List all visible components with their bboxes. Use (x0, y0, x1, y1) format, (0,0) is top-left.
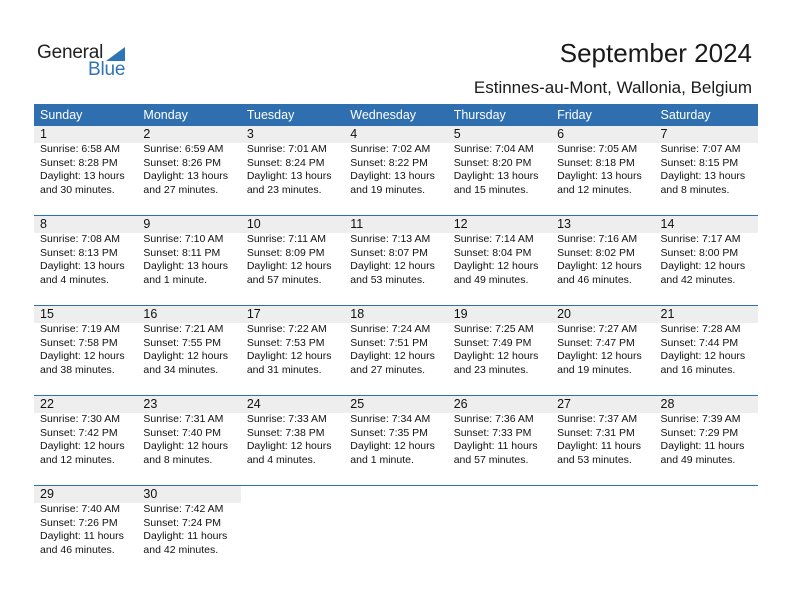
calendar-week-row (34, 306, 758, 396)
daylight-minutes: and 19 minutes. (350, 183, 425, 196)
day-cell (34, 306, 137, 396)
sunrise-time: Sunrise: 7:05 AM (557, 143, 638, 155)
sunset-time: Sunset: 8:28 PM (40, 156, 118, 169)
daylight-hours: Daylight: 12 hours (557, 350, 642, 362)
day-info (551, 143, 654, 197)
day-info (241, 323, 344, 377)
day-number: 16 (137, 306, 240, 323)
weekday-header: Wednesday (350, 108, 417, 122)
day-number: 10 (241, 216, 344, 233)
empty-day-cell (551, 486, 654, 576)
day-info (34, 233, 137, 287)
day-info (551, 323, 654, 377)
day-number: 24 (241, 396, 344, 413)
sunset-time: Sunset: 7:24 PM (143, 516, 222, 529)
sunrise-time: Sunrise: 7:01 AM (246, 143, 327, 155)
daylight-hours: Daylight: 12 hours (40, 440, 125, 452)
sunset-time: Sunset: 8:15 PM (660, 156, 739, 169)
daylight-hours: Daylight: 13 hours (660, 170, 746, 182)
day-cell (551, 216, 654, 306)
day-cell (137, 486, 240, 576)
daylight-hours: Daylight: 12 hours (143, 440, 229, 452)
day-info (344, 143, 447, 197)
day-cell (34, 486, 137, 576)
sunrise-time: Sunrise: 7:02 AM (350, 143, 431, 155)
daylight-minutes: and 31 minutes. (246, 363, 322, 376)
sunset-time: Sunset: 7:33 PM (453, 426, 532, 439)
day-info (448, 413, 551, 467)
sunset-time: Sunset: 7:49 PM (453, 336, 532, 349)
daylight-minutes: and 30 minutes. (40, 183, 115, 196)
sunset-time: Sunset: 8:22 PM (350, 156, 428, 169)
sunrise-time: Sunrise: 7:42 AM (143, 503, 224, 515)
day-info (448, 233, 551, 287)
sunset-time: Sunset: 7:38 PM (246, 426, 325, 439)
sunrise-time: Sunrise: 7:10 AM (143, 233, 224, 245)
day-info (344, 413, 447, 467)
day-number: 17 (241, 306, 344, 323)
sunrise-time: Sunrise: 7:40 AM (40, 503, 120, 515)
day-cell (137, 306, 240, 396)
daylight-minutes: and 23 minutes. (453, 363, 529, 376)
day-info (241, 143, 344, 197)
day-info (241, 233, 344, 287)
daylight-hours: Daylight: 11 hours (453, 440, 538, 452)
day-number: 4 (344, 126, 447, 143)
day-number: 22 (34, 396, 137, 413)
weekday-header: Thursday (453, 108, 506, 122)
day-cell (34, 396, 137, 486)
sunset-time: Sunset: 7:42 PM (40, 426, 118, 439)
sunrise-time: Sunrise: 6:58 AM (40, 143, 120, 155)
daylight-hours: Daylight: 12 hours (246, 350, 332, 362)
daylight-minutes: and 53 minutes. (557, 453, 632, 466)
day-number: 25 (344, 396, 447, 413)
day-number: 6 (551, 126, 654, 143)
daylight-hours: Daylight: 12 hours (350, 440, 435, 452)
sunrise-time: Sunrise: 7:08 AM (40, 233, 120, 245)
daylight-minutes: and 12 minutes. (557, 183, 632, 196)
daylight-minutes: and 1 minute. (350, 453, 414, 466)
day-info (34, 143, 137, 197)
sunrise-time: Sunrise: 7:17 AM (660, 233, 741, 245)
day-cell (448, 306, 551, 396)
calendar-week-row (34, 216, 758, 306)
sunset-time: Sunset: 8:11 PM (143, 246, 221, 259)
daylight-minutes: and 12 minutes. (40, 453, 115, 466)
day-info (241, 413, 344, 467)
sunset-time: Sunset: 7:53 PM (246, 336, 325, 349)
daylight-hours: Daylight: 12 hours (557, 260, 642, 272)
day-cell (448, 216, 551, 306)
day-info (551, 233, 654, 287)
daylight-minutes: and 46 minutes. (557, 273, 632, 286)
day-number: 28 (655, 396, 758, 413)
sunset-time: Sunset: 8:13 PM (40, 246, 118, 259)
daylight-minutes: and 1 minute. (143, 273, 208, 286)
daylight-minutes: and 53 minutes. (350, 273, 425, 286)
sunset-time: Sunset: 8:18 PM (557, 156, 635, 169)
daylight-hours: Daylight: 12 hours (660, 260, 746, 272)
sunset-time: Sunset: 8:00 PM (660, 246, 739, 259)
daylight-minutes: and 49 minutes. (660, 453, 736, 466)
daylight-hours: Daylight: 12 hours (453, 350, 539, 362)
day-cell (241, 216, 344, 306)
empty-day-cell (448, 486, 551, 576)
daylight-minutes: and 57 minutes. (246, 273, 322, 286)
daylight-minutes: and 42 minutes. (660, 273, 736, 286)
day-number: 1 (34, 126, 137, 143)
sunset-time: Sunset: 7:40 PM (143, 426, 222, 439)
weekday-header: Sunday (40, 108, 83, 122)
sunrise-time: Sunrise: 7:24 AM (350, 323, 431, 335)
daylight-hours: Daylight: 13 hours (350, 170, 435, 182)
sunrise-time: Sunrise: 7:21 AM (143, 323, 224, 335)
sunset-time: Sunset: 7:47 PM (557, 336, 635, 349)
day-number: 14 (655, 216, 758, 233)
daylight-hours: Daylight: 12 hours (453, 260, 539, 272)
sunset-time: Sunset: 8:20 PM (453, 156, 532, 169)
day-info (344, 323, 447, 377)
day-info (137, 503, 240, 557)
daylight-hours: Daylight: 13 hours (246, 170, 332, 182)
day-number: 23 (137, 396, 240, 413)
day-info (137, 143, 240, 197)
day-number: 3 (241, 126, 344, 143)
weekday-header: Tuesday (246, 108, 295, 122)
daylight-minutes: and 27 minutes. (350, 363, 425, 376)
weekday-header: Monday (143, 108, 188, 122)
daylight-hours: Daylight: 12 hours (350, 260, 435, 272)
day-number: 11 (344, 216, 447, 233)
daylight-hours: Daylight: 12 hours (246, 440, 332, 452)
daylight-hours: Daylight: 13 hours (143, 170, 229, 182)
day-cell (551, 126, 654, 216)
day-number: 9 (137, 216, 240, 233)
daylight-hours: Daylight: 11 hours (557, 440, 641, 452)
daylight-hours: Daylight: 11 hours (660, 440, 745, 452)
day-cell (448, 126, 551, 216)
empty-day-cell (655, 486, 758, 576)
day-cell (655, 306, 758, 396)
day-number: 29 (34, 486, 137, 503)
day-number: 2 (137, 126, 240, 143)
sunset-time: Sunset: 7:35 PM (350, 426, 428, 439)
daylight-minutes: and 46 minutes. (40, 543, 115, 556)
weekday-header: Saturday (660, 108, 711, 122)
day-cell (344, 306, 447, 396)
day-cell (137, 126, 240, 216)
day-number: 21 (655, 306, 758, 323)
daylight-hours: Daylight: 11 hours (40, 530, 124, 542)
calendar-week-row (34, 126, 758, 216)
sunrise-time: Sunrise: 7:07 AM (660, 143, 741, 155)
day-number: 15 (34, 306, 137, 323)
location-subtitle: Estinnes-au-Mont, Wallonia, Belgium (473, 78, 752, 97)
sunset-time: Sunset: 8:09 PM (246, 246, 325, 259)
sunrise-time: Sunrise: 7:30 AM (40, 413, 120, 425)
sunrise-time: Sunrise: 7:36 AM (453, 413, 534, 425)
sunrise-time: Sunrise: 7:14 AM (453, 233, 534, 245)
logo-blue-text: Blue (88, 59, 126, 80)
sunrise-time: Sunrise: 7:25 AM (453, 323, 534, 335)
daylight-minutes: and 49 minutes. (453, 273, 529, 286)
sunset-time: Sunset: 8:24 PM (246, 156, 325, 169)
day-info (551, 413, 654, 467)
daylight-minutes: and 57 minutes. (453, 453, 529, 466)
sunset-time: Sunset: 7:26 PM (40, 516, 118, 529)
day-cell (34, 126, 137, 216)
page-title: September 2024 (559, 38, 752, 68)
sunset-time: Sunset: 8:02 PM (557, 246, 635, 259)
day-cell (344, 216, 447, 306)
empty-day-cell (241, 486, 344, 576)
day-info (137, 323, 240, 377)
day-cell (344, 126, 447, 216)
sunrise-time: Sunrise: 7:13 AM (350, 233, 431, 245)
sunrise-time: Sunrise: 6:59 AM (143, 143, 224, 155)
logo-general-text: General (37, 42, 104, 63)
sunset-time: Sunset: 7:51 PM (350, 336, 428, 349)
daylight-minutes: and 34 minutes. (143, 363, 219, 376)
day-cell (241, 396, 344, 486)
logo (37, 42, 137, 82)
daylight-minutes: and 23 minutes. (246, 183, 322, 196)
day-number: 7 (655, 126, 758, 143)
day-cell (655, 396, 758, 486)
day-cell (241, 306, 344, 396)
daylight-hours: Daylight: 12 hours (660, 350, 746, 362)
day-info (655, 323, 758, 377)
sunset-time: Sunset: 7:55 PM (143, 336, 222, 349)
sunset-time: Sunset: 7:58 PM (40, 336, 118, 349)
day-cell (448, 396, 551, 486)
daylight-minutes: and 38 minutes. (40, 363, 115, 376)
day-info (137, 413, 240, 467)
daylight-hours: Daylight: 12 hours (143, 350, 229, 362)
day-number: 18 (344, 306, 447, 323)
day-cell (551, 396, 654, 486)
sunrise-time: Sunrise: 7:39 AM (660, 413, 741, 425)
day-cell (34, 216, 137, 306)
daylight-minutes: and 4 minutes. (40, 273, 109, 286)
calendar-week-row (34, 486, 758, 576)
sunset-time: Sunset: 7:44 PM (660, 336, 739, 349)
daylight-minutes: and 16 minutes. (660, 363, 736, 376)
day-info (448, 323, 551, 377)
day-info (448, 143, 551, 197)
sunset-time: Sunset: 8:04 PM (453, 246, 532, 259)
sunset-time: Sunset: 7:29 PM (660, 426, 739, 439)
day-number: 26 (448, 396, 551, 413)
daylight-minutes: and 4 minutes. (246, 453, 316, 466)
sunrise-time: Sunrise: 7:31 AM (143, 413, 224, 425)
sunrise-time: Sunrise: 7:16 AM (557, 233, 638, 245)
daylight-minutes: and 19 minutes. (557, 363, 632, 376)
daylight-minutes: and 42 minutes. (143, 543, 219, 556)
sunrise-time: Sunrise: 7:22 AM (246, 323, 327, 335)
sunset-time: Sunset: 8:26 PM (143, 156, 222, 169)
day-cell (655, 216, 758, 306)
day-info (655, 413, 758, 467)
daylight-minutes: and 8 minutes. (660, 183, 730, 196)
empty-day-cell (344, 486, 447, 576)
sunrise-time: Sunrise: 7:34 AM (350, 413, 431, 425)
daylight-minutes: and 15 minutes. (453, 183, 529, 196)
day-number: 13 (551, 216, 654, 233)
day-cell (655, 126, 758, 216)
day-cell (551, 306, 654, 396)
sunrise-time: Sunrise: 7:28 AM (660, 323, 741, 335)
day-info (137, 233, 240, 287)
calendar-week-row (34, 396, 758, 486)
day-number: 30 (137, 486, 240, 503)
day-number: 27 (551, 396, 654, 413)
sunset-time: Sunset: 7:31 PM (557, 426, 635, 439)
day-info (34, 413, 137, 467)
sunrise-time: Sunrise: 7:04 AM (453, 143, 534, 155)
weekday-header-row (34, 104, 758, 126)
sunrise-time: Sunrise: 7:33 AM (246, 413, 327, 425)
day-info (344, 233, 447, 287)
daylight-hours: Daylight: 13 hours (557, 170, 642, 182)
sunrise-time: Sunrise: 7:11 AM (246, 233, 327, 245)
day-info (34, 323, 137, 377)
daylight-minutes: and 27 minutes. (143, 183, 219, 196)
sunrise-time: Sunrise: 7:19 AM (40, 323, 120, 335)
day-info (655, 143, 758, 197)
daylight-hours: Daylight: 13 hours (143, 260, 229, 272)
daylight-hours: Daylight: 12 hours (246, 260, 332, 272)
day-number: 20 (551, 306, 654, 323)
sunset-time: Sunset: 8:07 PM (350, 246, 428, 259)
day-number: 8 (34, 216, 137, 233)
day-number: 5 (448, 126, 551, 143)
daylight-hours: Daylight: 11 hours (143, 530, 228, 542)
daylight-hours: Daylight: 13 hours (40, 170, 125, 182)
daylight-hours: Daylight: 13 hours (453, 170, 539, 182)
daylight-hours: Daylight: 12 hours (350, 350, 435, 362)
day-info (34, 503, 137, 557)
sunrise-time: Sunrise: 7:27 AM (557, 323, 638, 335)
day-cell (137, 396, 240, 486)
day-cell (241, 126, 344, 216)
day-cell (137, 216, 240, 306)
sunrise-time: Sunrise: 7:37 AM (557, 413, 638, 425)
day-cell (344, 396, 447, 486)
daylight-minutes: and 8 minutes. (143, 453, 213, 466)
day-info (655, 233, 758, 287)
weekday-header: Friday (557, 108, 592, 122)
day-number: 19 (448, 306, 551, 323)
day-number: 12 (448, 216, 551, 233)
daylight-hours: Daylight: 12 hours (40, 350, 125, 362)
daylight-hours: Daylight: 13 hours (40, 260, 125, 272)
